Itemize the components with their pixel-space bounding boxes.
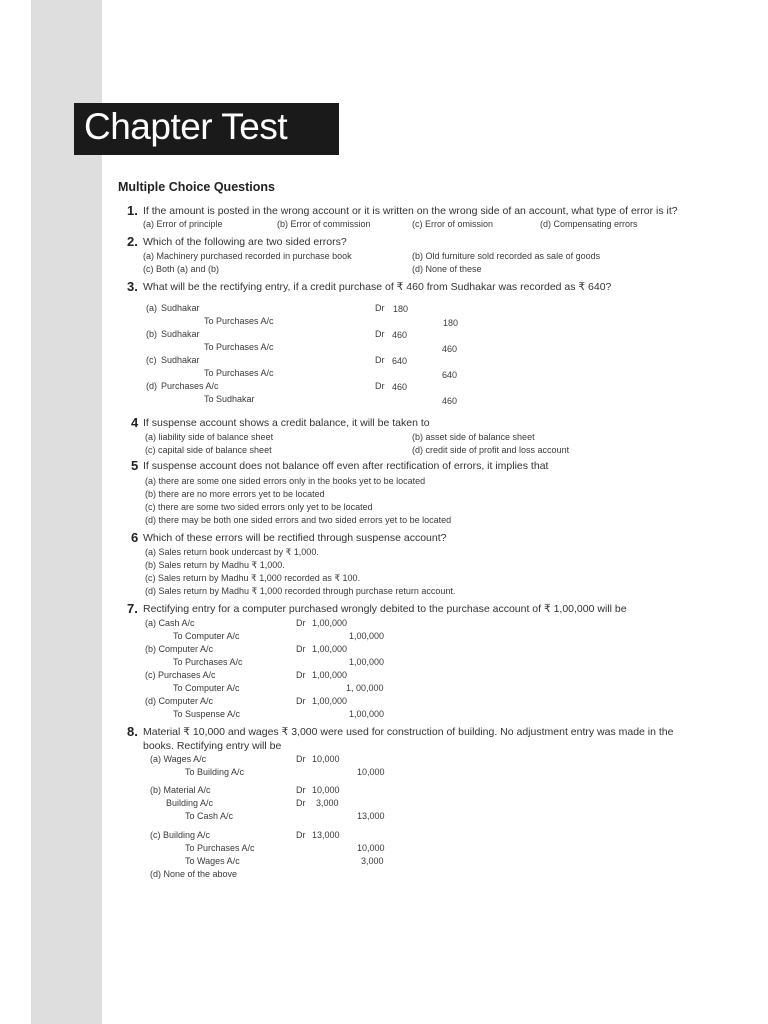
q5-text: If suspense account does not balance off even after rectification of errors, it implies that — [143, 460, 549, 472]
q3-c-label: (c) — [146, 355, 157, 365]
q8-number: 8. — [127, 724, 138, 739]
q8-b-debit-1: (b) Material A/c — [150, 785, 211, 795]
q7-c-dr: Dr — [296, 670, 306, 680]
q3-c-credit: To Purchases A/c — [204, 368, 274, 378]
q2-option-a: (a) Machinery purchased recorded in purchase book — [143, 251, 352, 261]
q7-a-credit-amount: 1,00,000 — [349, 631, 385, 641]
q5-number: 5 — [131, 458, 139, 473]
q7-d-dr: Dr — [296, 696, 306, 706]
q2-option-c: (c) Both (a) and (b) — [143, 264, 220, 274]
q7-a-credit: To Computer A/c — [173, 631, 240, 641]
q2-option-d: (d) None of these — [412, 264, 482, 274]
q3-number: 3. — [127, 279, 138, 294]
q4-option-d: (d) credit side of profit and loss account — [412, 445, 570, 455]
q8-a-credit: To Building A/c — [185, 767, 245, 777]
q8-c-amount: 13,000 — [312, 830, 340, 840]
q7-c-debit: (c) Purchases A/c — [145, 670, 216, 680]
q3-a-debit: Sudhakar — [161, 303, 200, 313]
q1-option-b: (b) Error of commission — [277, 219, 371, 229]
q6-option-d: (d) Sales return by Madhu ₹ 1,000 recorded through purchase return account. — [145, 586, 456, 596]
q7-b-credit: To Purchases A/c — [173, 657, 243, 667]
q6-option-a: (a) Sales return book undercast by ₹ 1,000. — [145, 547, 319, 557]
q3-c-credit-amount: 640 — [442, 370, 458, 380]
q7-d-credit: To Suspense A/c — [173, 709, 241, 719]
q7-d-amount: 1,00,000 — [312, 696, 348, 706]
q3-text: What will be the rectifying entry, if a credit purchase of ₹ 460 from Sudhakar was recorded as ₹ 640? — [143, 281, 612, 293]
q8-c-dr: Dr — [296, 830, 306, 840]
q2-text: Which of the following are two sided errors? — [143, 236, 347, 248]
q4-option-a: (a) liability side of balance sheet — [145, 432, 274, 442]
q7-a-amount: 1,00,000 — [312, 618, 348, 628]
q8-b-credit-amount: 13,000 — [357, 811, 385, 821]
q8-text-line1: Material ₹ 10,000 and wages ₹ 3,000 were used for construction of building. No adjustment entry was made in the — [143, 726, 674, 738]
q8-b-dr-2: Dr — [296, 798, 306, 808]
q2-option-b: (b) Old furniture sold recorded as sale of goods — [412, 251, 601, 261]
q8-c-credit-1: To Purchases A/c — [185, 843, 255, 853]
q8-c-credit-amount-1: 10,000 — [357, 843, 385, 853]
chapter-banner — [74, 103, 339, 155]
left-white-strip — [0, 0, 31, 1024]
q3-d-dr: Dr — [375, 381, 385, 391]
q8-a-amount: 10,000 — [312, 754, 340, 764]
q6-option-b: (b) Sales return by Madhu ₹ 1,000. — [145, 560, 285, 570]
q3-a-amount: 180 — [393, 304, 409, 314]
q3-b-debit: Sudhakar — [161, 329, 200, 339]
q8-b-dr-1: Dr — [296, 785, 306, 795]
q3-c-debit: Sudhakar — [161, 355, 200, 365]
q7-b-credit-amount: 1,00,000 — [349, 657, 385, 667]
chapter-title: Chapter Test — [84, 106, 288, 147]
q3-d-amount: 460 — [392, 382, 408, 392]
q6-number: 6 — [131, 530, 139, 545]
q4-number: 4 — [131, 415, 139, 430]
q5-option-d: (d) there may be both one sided errors and two sided errors yet to be located — [145, 515, 452, 525]
q1-text: If the amount is posted in the wrong account or it is written on the wrong side of an account, what type of error is it? — [143, 205, 678, 217]
q7-b-dr: Dr — [296, 644, 306, 654]
q8-b-credit: To Cash A/c — [185, 811, 234, 821]
q8-c-debit: (c) Building A/c — [150, 830, 211, 840]
q7-b-debit: (b) Computer A/c — [145, 644, 214, 654]
q7-d-credit-amount: 1,00,000 — [349, 709, 385, 719]
q7-b-amount: 1,00,000 — [312, 644, 348, 654]
q1-option-a: (a) Error of principle — [143, 219, 223, 229]
q4-text: If suspense account shows a credit balance, it will be taken to — [143, 417, 430, 429]
q2-number: 2. — [127, 234, 138, 249]
q7-a-dr: Dr — [296, 618, 306, 628]
q5-option-b: (b) there are no more errors yet to be located — [145, 489, 325, 499]
q7-number: 7. — [127, 601, 138, 616]
q3-b-amount: 460 — [392, 330, 408, 340]
q3-d-label: (d) — [146, 381, 157, 391]
q8-b-amount-2: 3,000 — [316, 798, 339, 808]
q8-option-d: (d) None of the above — [150, 869, 238, 879]
q7-d-debit: (d) Computer A/c — [145, 696, 214, 706]
q1-number: 1. — [127, 203, 138, 218]
q3-d-credit-amount: 460 — [442, 396, 458, 406]
q8-a-dr: Dr — [296, 754, 306, 764]
q3-b-credit: To Purchases A/c — [204, 342, 274, 352]
q4-option-b: (b) asset side of balance sheet — [412, 432, 535, 442]
q8-text-line2: books. Rectifying entry will be — [143, 740, 282, 752]
q3-d-credit: To Sudhakar — [204, 394, 255, 404]
q3-a-dr: Dr — [375, 303, 385, 313]
q7-a-debit: (a) Cash A/c — [145, 618, 195, 628]
q3-a-credit-amount: 180 — [443, 318, 459, 328]
q7-c-credit: To Computer A/c — [173, 683, 240, 693]
q3-a-credit: To Purchases A/c — [204, 316, 274, 326]
q8-c-credit-2: To Wages A/c — [185, 856, 240, 866]
q3-a-label: (a) — [146, 303, 157, 313]
q1-option-d: (d) Compensating errors — [540, 219, 638, 229]
q8-b-debit-2: Building A/c — [166, 798, 214, 808]
q3-b-label: (b) — [146, 329, 157, 339]
q1-option-c: (c) Error of omission — [412, 219, 494, 229]
q5-option-a: (a) there are some one sided errors only in the books yet to be located — [145, 476, 426, 486]
section-heading: Multiple Choice Questions — [118, 180, 275, 194]
q3-d-debit: Purchases A/c — [161, 381, 219, 391]
q8-b-amount-1: 10,000 — [312, 785, 340, 795]
q3-b-dr: Dr — [375, 329, 385, 339]
q8-a-debit: (a) Wages A/c — [150, 754, 207, 764]
q4-option-c: (c) capital side of balance sheet — [145, 445, 272, 455]
q5-option-c: (c) there are some two sided errors only yet to be located — [145, 502, 373, 512]
q7-c-amount: 1,00,000 — [312, 670, 348, 680]
q3-c-dr: Dr — [375, 355, 385, 365]
q7-c-credit-amount: 1, 00,000 — [346, 683, 384, 693]
q8-a-credit-amount: 10,000 — [357, 767, 385, 777]
q7-text: Rectifying entry for a computer purchased wrongly debited to the purchase account of ₹ 1,00,000 will be — [143, 603, 627, 615]
q3-c-amount: 640 — [392, 356, 408, 366]
q6-option-c: (c) Sales return by Madhu ₹ 1,000 recorded as ₹ 100. — [145, 573, 361, 583]
q3-b-credit-amount: 460 — [442, 344, 458, 354]
q6-text: Which of these errors will be rectified through suspense account? — [143, 532, 447, 544]
q8-c-credit-amount-2: 3,000 — [361, 856, 384, 866]
